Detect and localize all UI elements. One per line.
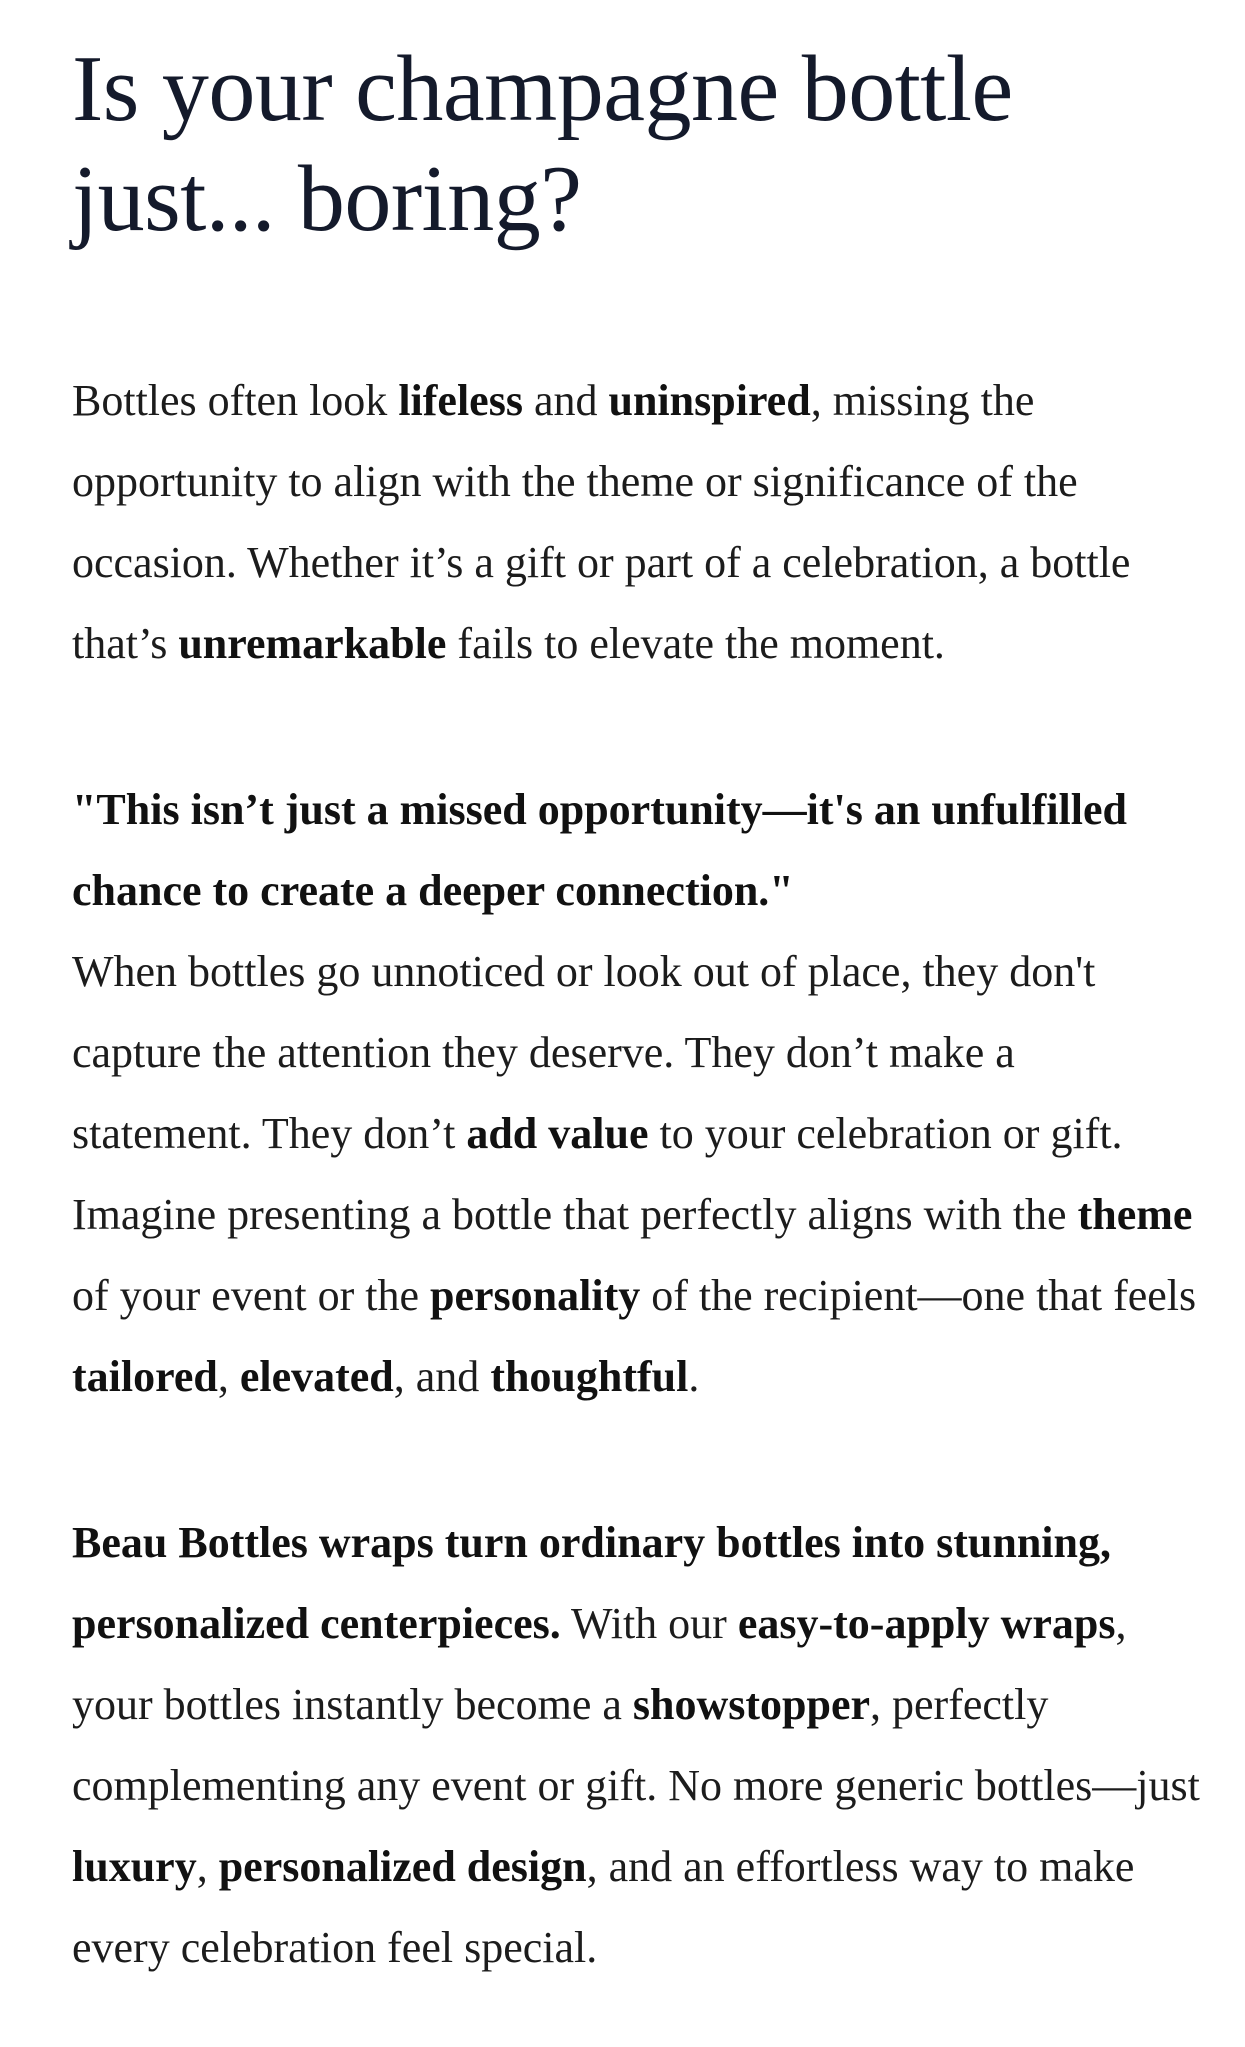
- text-run: With our: [560, 1599, 738, 1648]
- emphasis-personalized-design: personalized design: [218, 1842, 587, 1891]
- emphasis-thoughtful: thoughtful: [490, 1352, 689, 1401]
- pull-quote: "This isn’t just a missed opportunity—it's an unfulfilled chance to create a deeper connection.": [72, 785, 1127, 915]
- text-run: ,: [217, 1352, 240, 1401]
- page-title: Is your champagne bottle just... boring?: [72, 37, 1013, 251]
- solution-lead: Beau Bottles wraps turn ordinary bottles into stunning, personalized centerpieces.: [72, 1518, 1112, 1648]
- text-run: When bottles go unnoticed or look out of place, they don't capture the attention they deserve. They don’t make a statement. They don’t: [72, 947, 1096, 1158]
- text-run: and: [522, 376, 609, 425]
- text-run: , and an effortless way to make every celebration feel special.: [72, 1842, 1135, 1972]
- emphasis-uninspired: uninspired: [608, 376, 811, 425]
- emphasis-theme: theme: [1077, 1190, 1193, 1239]
- emphasis-personality: personality: [430, 1271, 641, 1320]
- emphasis-easy-to-apply: easy-to-apply wraps: [737, 1599, 1116, 1648]
- emphasis-elevated: elevated: [239, 1352, 394, 1401]
- emphasis-luxury: luxury: [72, 1842, 197, 1891]
- text-run: , your bottles instantly become a: [72, 1599, 1127, 1729]
- emphasis-tailored: tailored: [72, 1352, 218, 1401]
- text-run: of your event or the: [72, 1271, 430, 1320]
- emphasis-add-value: add value: [466, 1109, 649, 1158]
- emphasis-unremarkable: unremarkable: [178, 619, 447, 668]
- text-run: of the recipient—one that feels: [640, 1271, 1197, 1320]
- solution-paragraph: [72, 1502, 1202, 1988]
- emphasis-showstopper: showstopper: [632, 1680, 871, 1729]
- text-run: to your celebration or gift. Imagine presenting a bottle that perfectly aligns with the: [72, 1109, 1123, 1239]
- text-run: Bottles often look: [72, 376, 399, 425]
- text-run: .: [688, 1352, 700, 1401]
- text-run: , perfectly complementing any event or gift. No more generic bottles—just: [72, 1680, 1200, 1810]
- quote-paragraph: [72, 769, 1202, 1417]
- problem-paragraph: [72, 360, 1202, 684]
- text-run: , and: [393, 1352, 491, 1401]
- text-run: ,: [196, 1842, 219, 1891]
- text-run: fails to elevate the moment.: [446, 619, 945, 668]
- emphasis-lifeless: lifeless: [398, 376, 523, 425]
- article: [72, 34, 1202, 1988]
- text-run: , missing the opportunity to align with the theme or significance of the occasion. Whether it’s a gift or part of a celebration, a bottle that’s: [72, 376, 1131, 668]
